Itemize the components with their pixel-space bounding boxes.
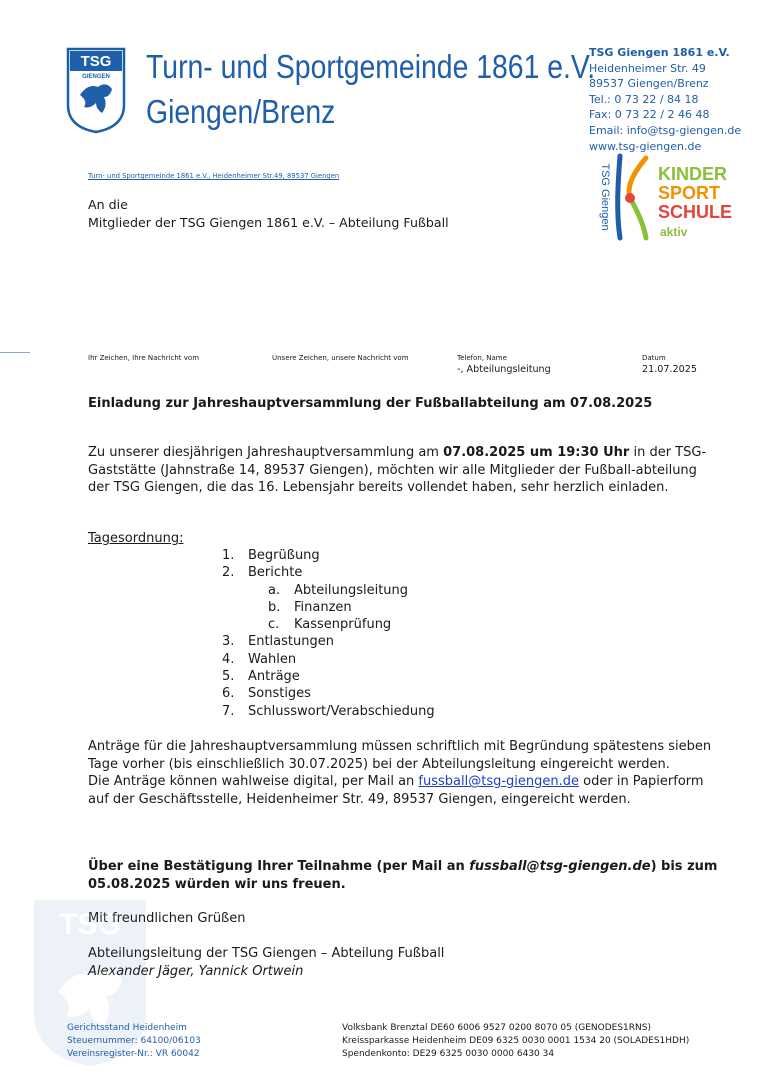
contact-tel: Tel.: 0 73 22 / 84 18	[589, 92, 699, 106]
agenda-item-text: Begrüßung	[248, 548, 320, 563]
agenda-item-number: 3.	[222, 634, 235, 650]
signature-names: Alexander Jäger, Yannick Ortwein	[88, 963, 304, 979]
kss-vertical-text: TSG Giengen	[599, 163, 611, 231]
para3-text-a: Über eine Bestätigung Ihrer Teilnahme (per Mail an	[88, 859, 470, 874]
football-email-link[interactable]: fussball@tsg-giengen.de	[418, 774, 580, 790]
kss-line1: KINDER	[658, 164, 728, 184]
para2-text-a: Die Anträge können wahlweise digital, per Mail an	[88, 774, 419, 790]
logo-text: TSG	[80, 53, 112, 70]
ref-date-value: 21.07.2025	[642, 364, 697, 375]
ref-phone-value: -, Abteilungsleitung	[457, 364, 551, 375]
agenda-item-number: 7.	[222, 703, 235, 719]
ref-phone-label: Telefon, Name	[457, 354, 507, 362]
recipient-line1: An die	[88, 197, 128, 212]
invitation-paragraph	[88, 444, 708, 497]
agenda-item-text: Anträge	[248, 669, 300, 685]
footer-legal	[67, 1022, 201, 1061]
footer-bank	[342, 1022, 689, 1061]
agenda-item-text: Kassenprüfung	[294, 617, 392, 633]
agenda-item-number: 6.	[222, 686, 235, 702]
letter-subject: Einladung zur Jahreshauptversammlung der Fußballabteilung am 07.08.2025	[88, 396, 653, 411]
sender-address-line: Turn- und Sportgemeinde 1861 e.V., Heidenheimer Str.49, 89537 Giengen	[88, 172, 340, 180]
ref-date-label: Datum	[642, 354, 666, 362]
motions-paragraph	[88, 738, 718, 808]
para1-text-a: Zu unserer diesjährigen Jahreshauptversammlung am	[88, 445, 444, 460]
recipient-line2: Mitglieder der TSG Giengen 1861 e.V. – Abteilung Fußball	[88, 215, 449, 230]
kss-line2: SPORT	[658, 183, 721, 203]
tsg-logo	[66, 47, 126, 134]
contact-block	[589, 45, 741, 154]
agenda-title: Tagesordnung:	[88, 531, 184, 546]
agenda-item-text: Sonstiges	[248, 686, 311, 702]
para3-text-b: ) bis zum 05.08.2025 würden wir uns freuen.	[88, 859, 718, 892]
agenda-item-number: 5.	[222, 669, 235, 685]
agenda-item-number: c.	[268, 617, 280, 633]
kss-line3: SCHULE	[658, 202, 733, 222]
signature-department: Abteilungsleitung der TSG Giengen – Abteilung Fußball	[88, 946, 445, 961]
fold-mark	[0, 352, 30, 353]
closing-greeting: Mit freundlichen Grüßen	[88, 911, 246, 926]
para1-datetime: 07.08.2025 um 19:30 Uhr	[443, 445, 630, 460]
footer-tax-number: Steuernummer: 64100/06103	[67, 1036, 201, 1046]
agenda-item-text: Finanzen	[294, 599, 352, 615]
org-name-line1: Turn- und Sportgemeinde 1861 e.V.	[146, 48, 596, 85]
kss-line4: aktiv	[660, 225, 688, 239]
ref-our-sign-label: Unsere Zeichen, unsere Nachricht vom	[272, 354, 409, 362]
footer-bank2: Kreissparkasse Heidenheim DE09 6325 0030 0001 1534 20 (SOLADES1HDH)	[342, 1036, 690, 1046]
agenda-item-text: Entlastungen	[248, 634, 334, 650]
agenda-item-text: Schlusswort/Verabschiedung	[248, 703, 435, 719]
agenda-item-number: 2.	[222, 565, 235, 581]
para2-text-b: oder in Papierform auf der Geschäftsstelle, Heidenheimer Str. 49, 89537 Giengen, eingereicht werden.	[88, 774, 704, 807]
motions-deadline-text: Anträge für die Jahreshauptversammlung müssen schriftlich mit Begründung spätestens sieben Tage vorher (bis einschließlich 30.07.2025) bei der Abteilungsleitung eingereicht werden.	[88, 739, 712, 772]
agenda-item-number: b.	[268, 599, 281, 615]
agenda-item-text: Abteilungsleitung	[294, 582, 409, 598]
kindersportschule-logo	[590, 152, 740, 242]
ref-your-sign-label: Ihr Zeichen, Ihre Nachricht vom	[88, 354, 200, 362]
agenda-item-text: Berichte	[248, 565, 303, 581]
agenda-item-number: 4.	[222, 651, 235, 667]
contact-city: 89537 Giengen/Brenz	[589, 77, 709, 91]
footer-bank3: Spendenkonto: DE29 6325 0030 0000 6430 34	[342, 1049, 555, 1059]
contact-fax: Fax: 0 73 22 / 2 46 48	[589, 108, 710, 122]
contact-street: Heidenheimer Str. 49	[589, 61, 706, 75]
contact-web[interactable]: www.tsg-giengen.de	[589, 139, 702, 153]
recipient-block	[88, 196, 449, 232]
agenda-item-text: Wahlen	[248, 651, 297, 667]
motions-submission-text	[88, 773, 718, 808]
contact-title: TSG Giengen 1861 e.V.	[589, 46, 730, 59]
footer-register: Vereinsregister-Nr.: VR 60042	[67, 1049, 200, 1059]
footer-court: Gerichtsstand Heidenheim	[67, 1023, 187, 1033]
rsvp-paragraph	[88, 858, 718, 893]
rsvp-email: fussball@tsg-giengen.de	[469, 859, 651, 874]
agenda-item-number: 1.	[222, 548, 235, 563]
logo-subtext: GIENGEN	[82, 74, 110, 80]
org-name-line2: Giengen/Brenz	[146, 93, 336, 130]
watermark-text: TSG	[59, 908, 121, 941]
contact-email[interactable]: Email: info@tsg-giengen.de	[589, 123, 742, 137]
para1-text-c: in der TSG-Gaststätte (Jahnstraße 14, 89537 Giengen), möchten wir alle Mitglieder der Fußball-abteilung der TSG Giengen, die das 16. Lebensjahr bereits vollendet haben, sehr herzlich einladen.	[88, 445, 707, 496]
footer-bank1: Volksbank Brenztal DE60 6006 9527 0200 8070 05 (GENODES1RNS)	[342, 1023, 651, 1033]
agenda-item-number: a.	[268, 582, 281, 598]
organization-name	[146, 44, 595, 134]
